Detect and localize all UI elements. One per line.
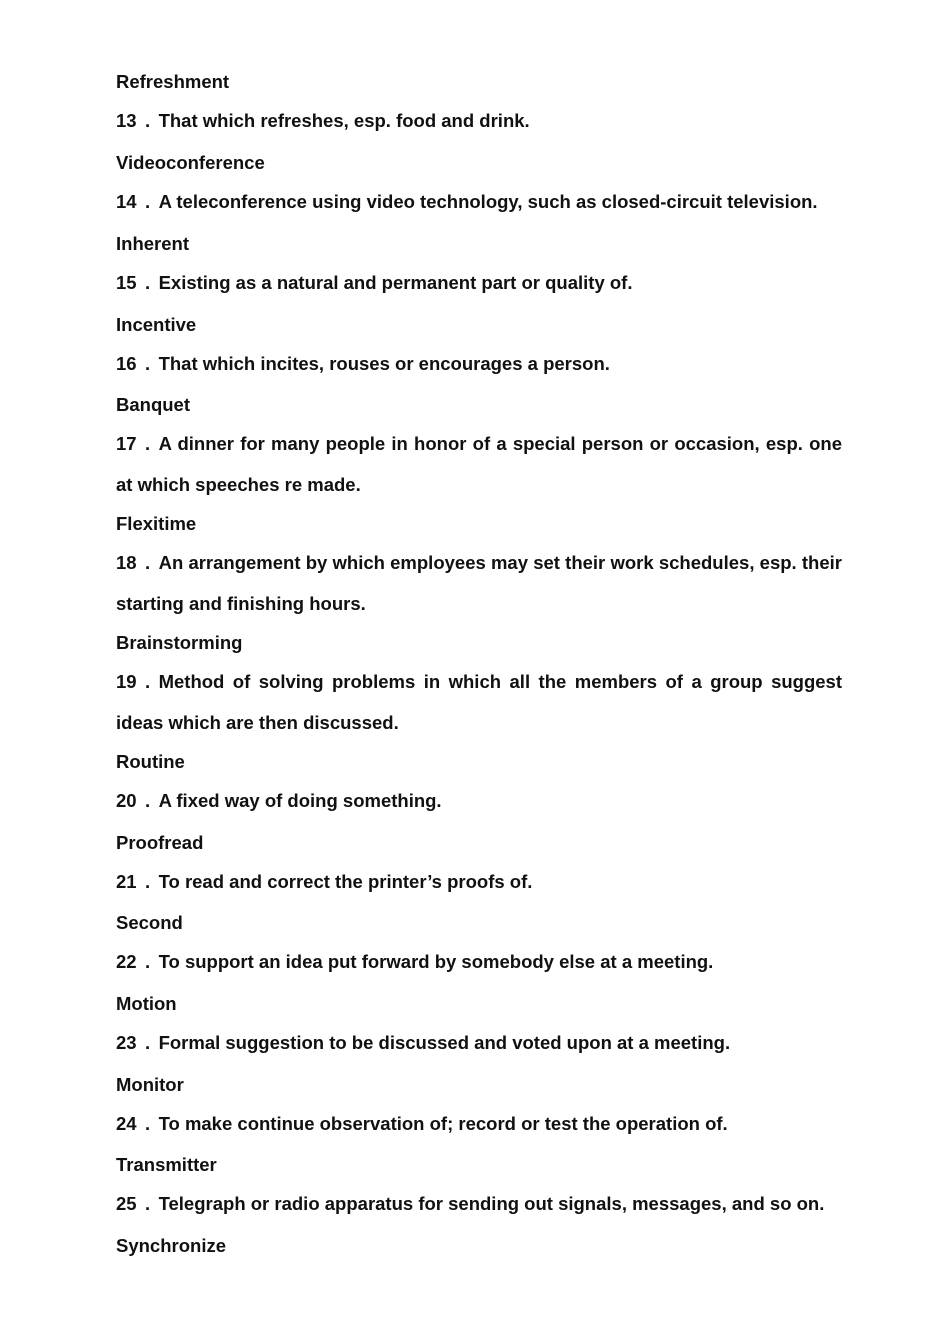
number-separator: . <box>145 1113 151 1134</box>
definition-20 <box>116 780 842 821</box>
term-banquet: Banquet <box>116 394 190 415</box>
definition-text: A dinner for many people in honor of a special person or occasion, esp. one at which speeches re made. <box>116 433 842 495</box>
definition-text: Telegraph or radio apparatus for sending out signals, messages, and so on. <box>158 1193 825 1214</box>
definition-number: 23 <box>116 1032 137 1053</box>
definition-18 <box>116 542 842 624</box>
definition-text: That which refreshes, esp. food and drink. <box>158 110 530 131</box>
number-separator: . <box>145 272 151 293</box>
definition-text: That which incites, rouses or encourages a person. <box>158 353 610 374</box>
term-monitor: Monitor <box>116 1074 184 1095</box>
term-inherent: Inherent <box>116 233 189 254</box>
definition-25 <box>116 1183 842 1224</box>
number-separator: . <box>145 1032 151 1053</box>
definition-23 <box>116 1022 842 1063</box>
definition-number: 17 <box>116 433 137 454</box>
definition-number: 20 <box>116 790 137 811</box>
number-separator: . <box>145 110 151 131</box>
number-separator: . <box>145 951 151 972</box>
number-separator: . <box>145 353 151 374</box>
definition-number: 18 <box>116 552 137 573</box>
term-refreshment: Refreshment <box>116 71 230 92</box>
definition-number: 24 <box>116 1113 137 1134</box>
number-separator: . <box>145 871 151 892</box>
definition-number: 14 <box>116 191 137 212</box>
term-synchronize: Synchronize <box>116 1235 226 1256</box>
number-separator: . <box>145 790 151 811</box>
definition-14 <box>116 181 842 222</box>
definition-text: Existing as a natural and permanent part or quality of. <box>158 272 633 293</box>
definition-number: 16 <box>116 353 137 374</box>
number-separator: . <box>145 191 151 212</box>
definition-number: 19 <box>116 671 137 692</box>
definition-text: A fixed way of doing something. <box>158 790 442 811</box>
definition-number: 15 <box>116 272 137 293</box>
definition-22 <box>116 941 842 982</box>
definition-number: 13 <box>116 110 137 131</box>
definition-13 <box>116 100 842 141</box>
term-routine: Routine <box>116 751 185 772</box>
number-separator: . <box>145 671 151 692</box>
definition-text: An arrangement by which employees may set their work schedules, esp. their starting and finishing hours. <box>116 552 842 614</box>
number-separator: . <box>145 1193 151 1214</box>
number-separator: . <box>145 433 151 454</box>
definition-text: To read and correct the printer’s proofs of. <box>158 871 533 892</box>
definition-15 <box>116 262 842 303</box>
definition-number: 21 <box>116 871 137 892</box>
definition-text: A teleconference using video technology, such as closed-circuit television. <box>158 191 818 212</box>
term-videoconference: Videoconference <box>116 152 265 173</box>
number-separator: . <box>145 552 151 573</box>
definition-text: Method of solving problems in which all the members of a group suggest ideas which are then discussed. <box>116 671 842 733</box>
definition-text: To support an idea put forward by somebody else at a meeting. <box>158 951 714 972</box>
term-proofread: Proofread <box>116 832 204 853</box>
definition-21 <box>116 861 842 902</box>
term-motion: Motion <box>116 993 177 1014</box>
term-brainstorming: Brainstorming <box>116 632 243 653</box>
term-flexitime: Flexitime <box>116 513 197 534</box>
definition-17 <box>116 423 842 505</box>
term-transmitter: Transmitter <box>116 1154 217 1175</box>
definition-number: 22 <box>116 951 137 972</box>
definition-24 <box>116 1103 842 1144</box>
term-incentive: Incentive <box>116 314 197 335</box>
definition-number: 25 <box>116 1193 137 1214</box>
definition-19 <box>116 661 842 743</box>
definition-16 <box>116 343 842 384</box>
definition-text: To make continue observation of; record or test the operation of. <box>158 1113 728 1134</box>
definition-text: Formal suggestion to be discussed and voted upon at a meeting. <box>158 1032 731 1053</box>
term-second: Second <box>116 912 183 933</box>
